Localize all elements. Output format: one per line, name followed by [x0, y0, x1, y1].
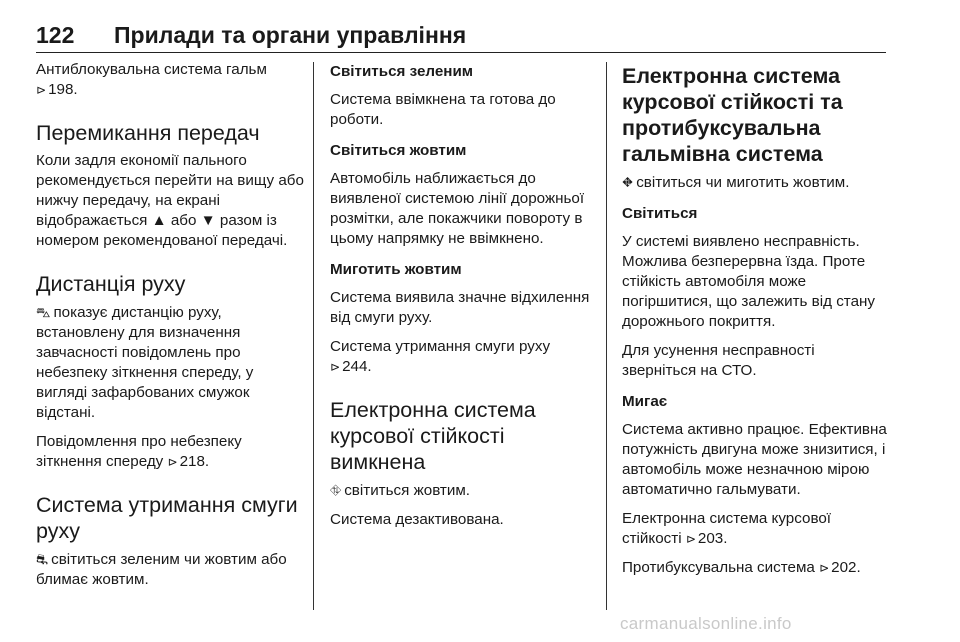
- flashing-yellow-text: Система виявила значне відхилення від смуги руху.: [330, 289, 590, 326]
- esc-tc-text: ⛖ світиться чи миготить жовтим.: [622, 174, 850, 191]
- column-1: [36, 60, 304, 599]
- gear-shift-text: Коли задля економії пального рекомендується перейти на вищу або нижчу передачу, на екрані відображається ▲ або ▼ разом із номером рекомендованої передачі.: [36, 152, 304, 249]
- cross-reference[interactable]: 203.: [697, 530, 728, 547]
- lane-keep-reference: Система утримання смуги руху ⊳ 244.: [330, 338, 551, 375]
- subheading-illuminated: Світиться: [622, 205, 698, 222]
- tc-reference: Протибуксувальна система ⊳ 202.: [622, 559, 861, 576]
- esc-icon: ⛖: [622, 174, 634, 190]
- subheading-green: Світиться зеленим: [330, 63, 474, 80]
- subheading-yellow: Світиться жовтим: [330, 142, 467, 159]
- collision-alert-text: Повідомлення про небезпеку зіткнення спереду ⊳ 218.: [36, 433, 242, 470]
- section-heading-lane-keep: Система утримання смуги руху: [36, 493, 298, 543]
- column-divider-2: [606, 62, 607, 610]
- cross-reference[interactable]: 198.: [48, 81, 78, 98]
- cross-reference[interactable]: 202.: [831, 559, 861, 576]
- page-title: Прилади та органи управління: [114, 22, 467, 48]
- subheading-flashing: Мигає: [622, 393, 668, 410]
- following-distance-icon: ⛍: [36, 304, 51, 320]
- lane-keep-text: ⛐ світиться зеленим чи жовтим або блимає жовтим.: [36, 551, 287, 588]
- lane-keep-icon: ⛐: [36, 551, 49, 567]
- page-header: [36, 20, 886, 53]
- column-2: [330, 60, 598, 539]
- ref-arrow-icon: ⊳: [330, 360, 341, 374]
- column-3: [622, 60, 892, 587]
- following-distance-text: ⛍ показує дистанцію руху, встановлену для визначення завчасності повідомлень про небезпеку зіткнення спереду, у вигляді зафарбованих смужок відстані.: [36, 304, 254, 421]
- subheading-flashing-yellow: Миготить жовтим: [330, 261, 462, 278]
- esc-reference: Електронна система курсової стійкості ⊳ 203.: [622, 510, 832, 547]
- section-heading-gear-shift: Перемикання передач: [36, 121, 260, 145]
- section-heading-esc-tc: Електронна система курсової стійкості та протибуксувальна гальмівна система: [622, 64, 843, 166]
- esc-off-text-2: Система дезактивована.: [330, 511, 504, 528]
- section-heading-following-distance: Дистанція руху: [36, 272, 186, 296]
- intro-paragraph: Антиблокувальна система гальм ⊳ 198.: [36, 61, 267, 98]
- green-text: Система ввімкнена та готова до роботи.: [330, 91, 556, 128]
- esc-off-icon: ⛗: [330, 482, 342, 498]
- esc-off-text: ⛗ світиться жовтим.: [330, 482, 471, 499]
- ref-arrow-icon: ⊳: [819, 561, 830, 575]
- section-heading-esc-off: Електронна система курсової стійкості вимкнена: [330, 398, 536, 474]
- watermark: carmanualsonline.info: [620, 614, 792, 633]
- illuminated-text: У системі виявлено несправність. Можлива безперервна їзда. Проте стійкість автомобіля може погіршитися, що залежить від стану дорожнього покриття.: [622, 233, 875, 330]
- ref-arrow-icon: ⊳: [685, 532, 696, 546]
- flashing-text: Система активно працює. Ефективна потужність двигуна може знизитися, і автомобіль може незначною мірою автоматично гальмувати.: [622, 421, 887, 498]
- yellow-text: Автомобіль наближається до виявленої системою лінії дорожньої розмітки, але покажчики повороту в цьому напрямку не ввімкнено.: [330, 170, 585, 247]
- ref-arrow-icon: ⊳: [36, 83, 47, 97]
- service-text: Для усунення несправності зверніться на СТО.: [622, 342, 815, 379]
- column-divider-1: [313, 62, 314, 610]
- ref-arrow-icon: ⊳: [167, 455, 178, 469]
- cross-reference[interactable]: 218.: [179, 453, 210, 470]
- cross-reference[interactable]: 244.: [342, 358, 372, 375]
- page-number: 122: [36, 22, 75, 48]
